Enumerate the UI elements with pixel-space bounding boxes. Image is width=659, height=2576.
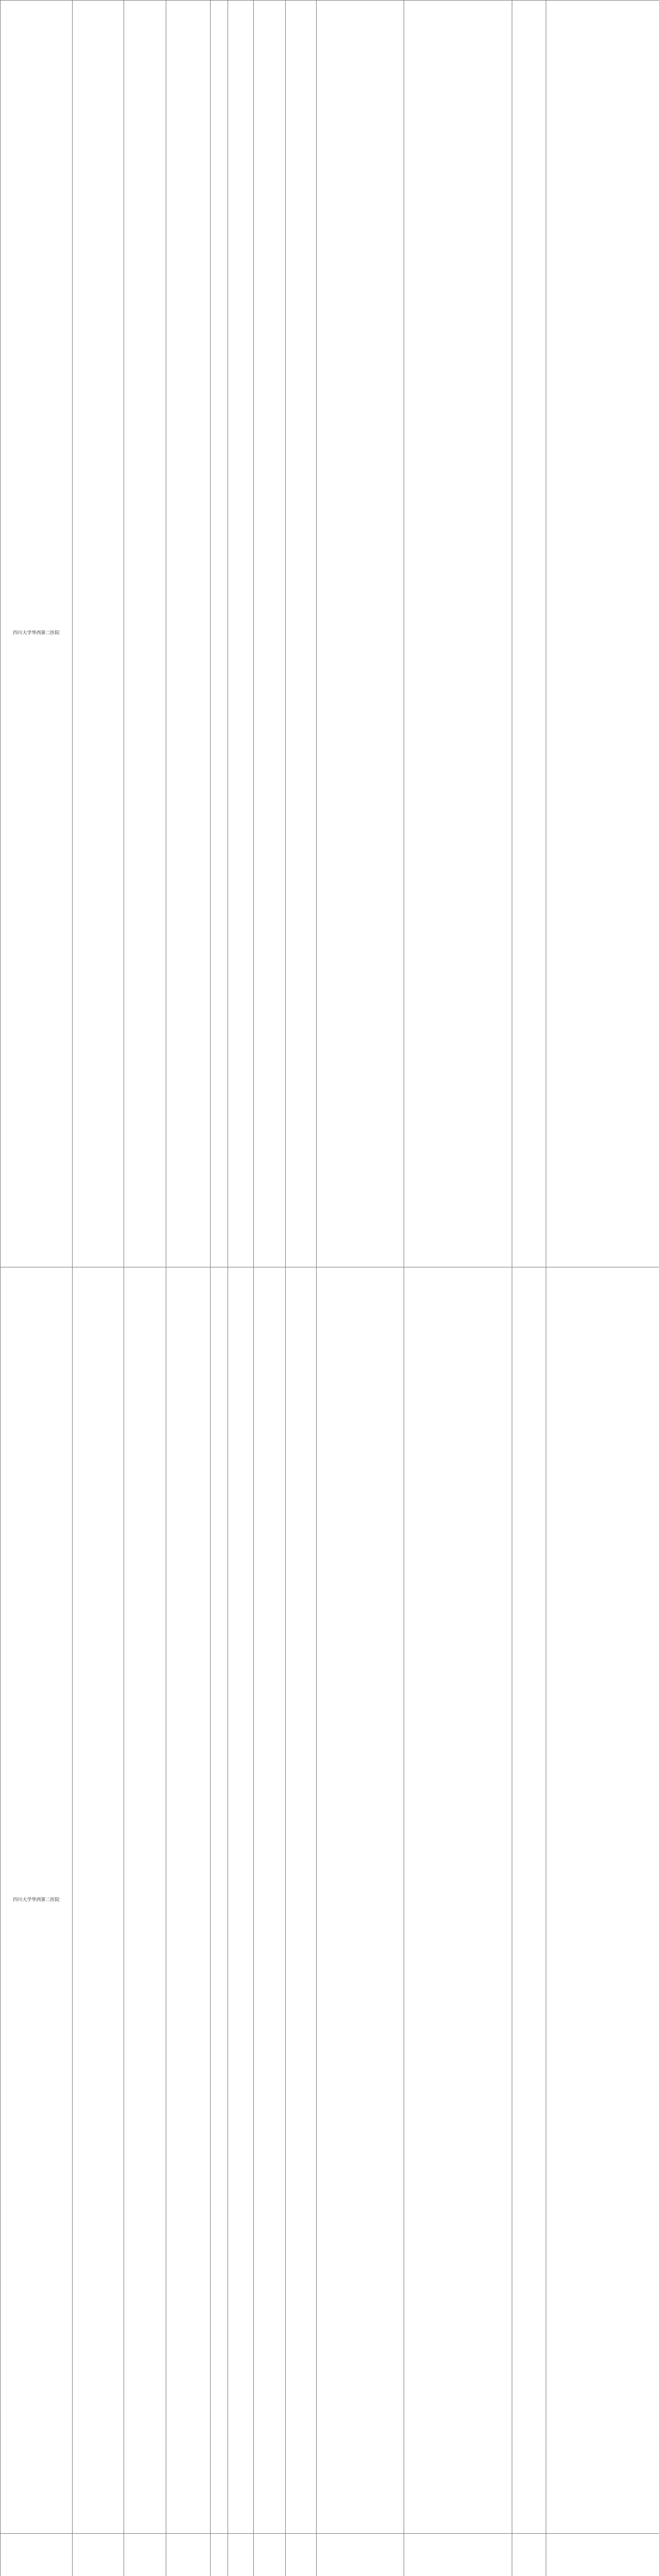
post-category-cell	[166, 1, 211, 1267]
major-cell	[317, 1267, 404, 2534]
age-cell	[228, 1267, 254, 2534]
education-cell	[254, 2534, 286, 2576]
other-requirements-cell	[404, 1267, 512, 2534]
other-requirements-cell	[404, 2534, 512, 2576]
exam-type-cell	[512, 1267, 546, 2534]
employer-cell	[1, 2534, 73, 2576]
employer-cell: 四川大学华西第二医院	[1, 1, 73, 1267]
post-name-cell	[73, 1, 124, 1267]
major-cell	[317, 2534, 404, 2576]
major-cell	[317, 1, 404, 1267]
degree-cell	[286, 1, 317, 1267]
headcount-cell	[211, 2534, 228, 2576]
post-code-cell	[124, 2534, 166, 2576]
contact-cell	[546, 1267, 659, 2534]
exam-type-cell	[512, 2534, 546, 2576]
post-name-cell	[73, 1267, 124, 2534]
post-category-cell	[166, 2534, 211, 2576]
other-requirements-cell	[404, 1, 512, 1267]
education-cell	[254, 1, 286, 1267]
post-category-cell	[166, 1267, 211, 2534]
contact-cell	[546, 2534, 659, 2576]
exam-type-cell	[512, 1, 546, 1267]
education-cell	[254, 1267, 286, 2534]
table-body	[1, 1, 659, 2576]
degree-cell	[286, 1267, 317, 2534]
headcount-cell	[211, 1267, 228, 2534]
table-row	[1, 1267, 659, 2534]
headcount-cell	[211, 1, 228, 1267]
contact-cell	[546, 1, 659, 1267]
age-cell	[228, 2534, 254, 2576]
degree-cell	[286, 2534, 317, 2576]
table-row	[1, 2534, 659, 2576]
table-row	[1, 1, 659, 1267]
post-name-cell	[73, 2534, 124, 2576]
post-code-cell	[124, 1, 166, 1267]
age-cell	[228, 1, 254, 1267]
post-code-cell	[124, 1267, 166, 2534]
employer-cell: 四川大学华西第二医院	[1, 1267, 73, 2534]
